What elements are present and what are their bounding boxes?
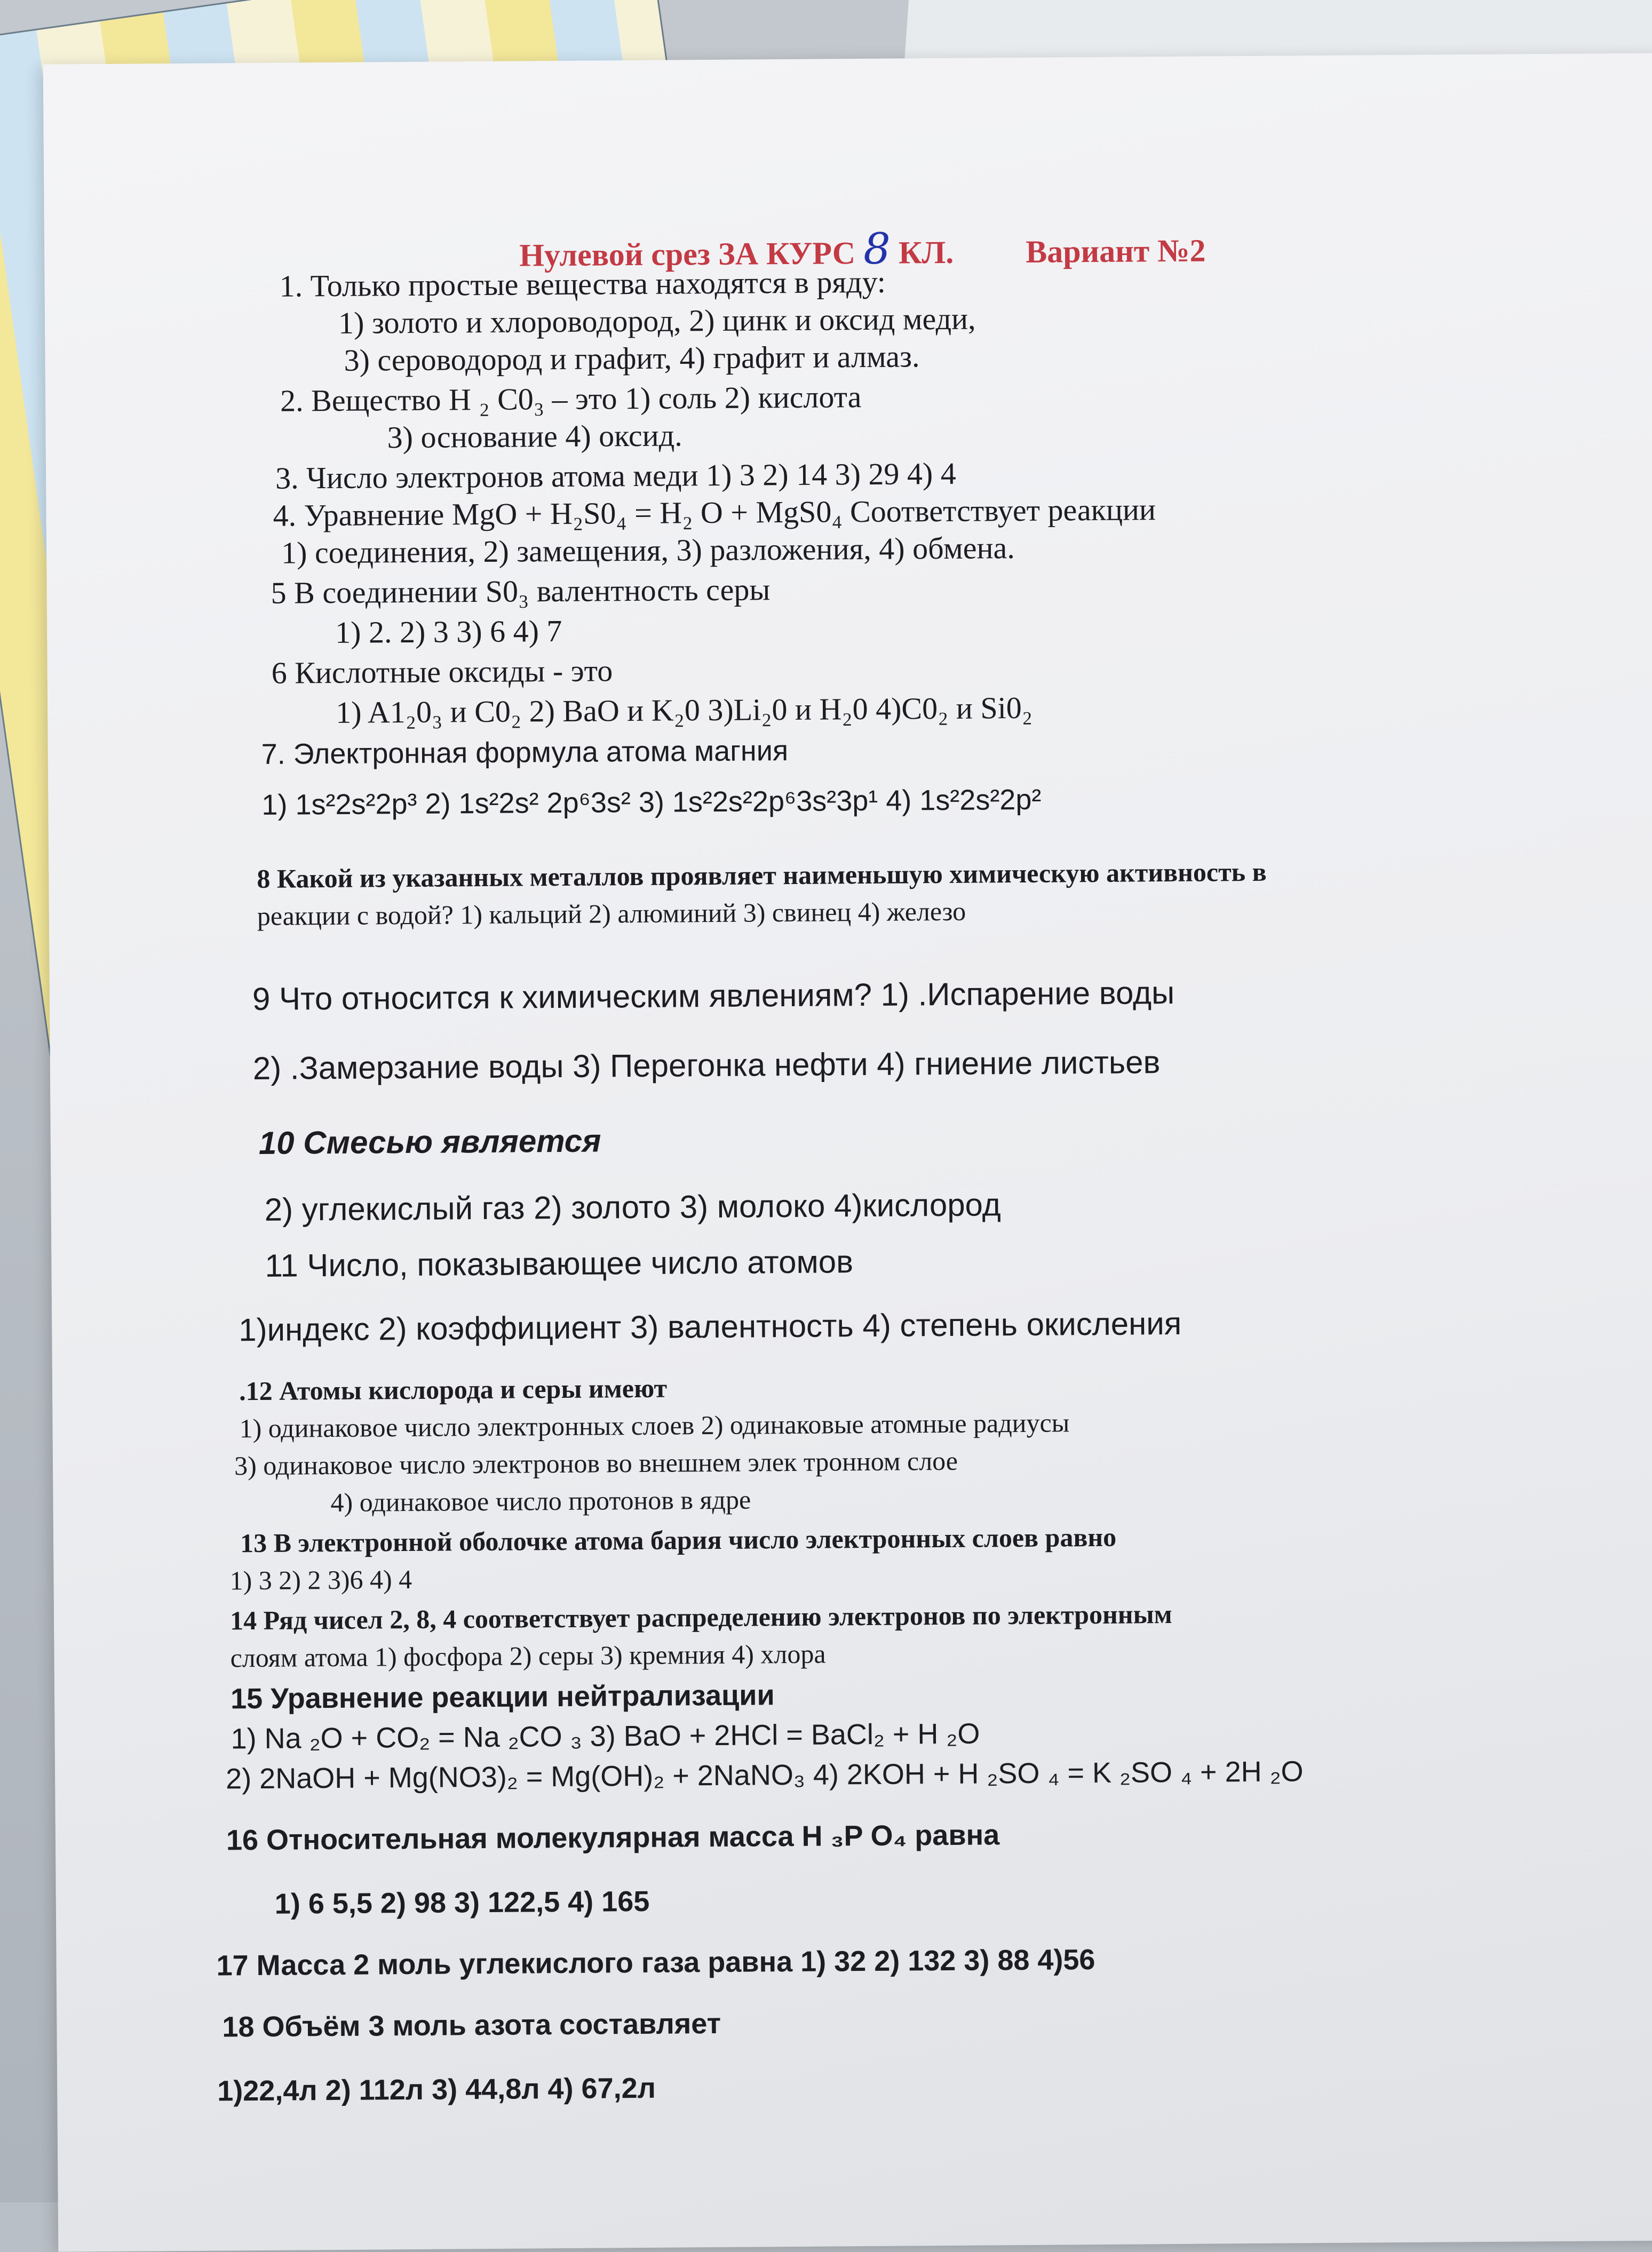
q1-options-b: 3) сероводород и графит, 4) графит и алмаз. [344,339,920,378]
q15-options-a: 1) Na ₂O + CO₂ = Na ₂CO ₃ 3) BaO + 2HCl = BaCl₂ + H ₂O [231,1717,980,1755]
q11-line: 11 Число, показывающее число атомов [265,1244,854,1284]
q17-line: 17 Масса 2 моль углекислого газа равна 1) 32 2) 132 3) 88 4)56 [216,1944,1095,1982]
q12-line: .12 Атомы кислорода и серы имеют [239,1373,668,1406]
q13-line: 13 В электронной оболочке атома бария число электронных слоев равно [240,1522,1117,1558]
title-mid: КЛ. [898,234,954,270]
q15-line: 15 Уравнение реакции нейтрализации [230,1679,775,1715]
q2-line: 2. Вещество H ₂ C0₃ – это 1) соль 2) кислота [280,379,862,418]
q5-options: 1) 2. 2) 3 3) 6 4) 7 [335,613,562,650]
q12-options-a: 1) одинаковое число электронных слоев 2) одинаковые атомные радиусы [239,1407,1070,1444]
q10-line: 10 Смесью является [258,1123,601,1161]
q18-options: 1)22,4л 2) 112л 3) 44,8л 4) 67,2л [217,2072,656,2107]
q15-options-b: 2) 2NaOH + Mg(NO3)₂ = Mg(OH)₂ + 2NaNO₃ 4) 2KOH + H ₂SO ₄ = K ₂SO ₄ + 2H ₂O [225,1755,1304,1795]
q14-line: 14 Ряд чисел 2, 8, 4 соответствует распределению электронов по электронным [229,1599,1172,1636]
q9-line: 9 Что относится к химическим явлениям? 1) .Испарение воды [252,974,1175,1017]
q4-options: 1) соединения, 2) замещения, 3) разложения, 4) обмена. [281,530,1015,570]
q16-line: 16 Относительная молекулярная масса H ₃P O₄ равна [226,1819,1000,1857]
q18-line: 18 Объём 3 моль азота составляет [222,2007,721,2043]
q9-options: 2) .Замерзание воды 3) Перегонка нефти 4) гниение листьев [252,1044,1161,1087]
variant-label: Вариант №2 [1025,233,1206,269]
q12-options-c: 4) одинаковое число протонов в ядре [330,1484,751,1518]
q16-options: 1) 6 5,5 2) 98 3) 122,5 4) 165 [274,1885,650,1920]
q1-options-a: 1) золото и хлороводород, 2) цинк и оксид меди, [338,301,976,340]
q8-options: реакции с водой? 1) кальций 2) алюминий 3) свинец 4) железо [257,896,966,931]
q14-options: слоям атома 1) фосфора 2) серы 3) кремния 4) хлора [230,1638,826,1673]
q10-options: 2) углекислый газ 2) золото 3) молоко 4)кислород [264,1187,1001,1228]
q3-line: 3. Число электронов атома меди 1) 3 2) 14 3) 29 4) 4 [275,456,956,496]
q4-line: 4. Уравнение MgO + H₂S0₄ = H₂ O + MgS0₄ Соответствует реакции [273,492,1156,533]
q1-line: 1. Только простые вещества находятся в ряду: [279,264,886,304]
q5-line: 5 В соединении S0₃ валентность серы [271,572,771,610]
q7-line: 7. Электронная формула атома магния [261,735,789,770]
test-sheet [43,53,1652,2251]
q13-options: 1) 3 2) 2 3)6 4) 4 [229,1564,412,1596]
handwritten-grade: 8 [863,224,891,274]
title-left: Нулевой срез ЗА КУРС [519,235,856,273]
q6-line: 6 Кислотные оксиды - это [271,653,613,690]
q2-options: 3) основание 4) оксид. [387,418,682,455]
q7-options: 1) 1s²2s²2p³ 2) 1s²2s² 2p⁶3s² 3) 1s²2s²2p⁶3s²3p¹ 4) 1s²2s²2p² [261,783,1042,821]
q6-options: 1) A1₂0₃ и C0₂ 2) BaO и K₂0 3)Li₂0 и H₂0 4)C0₂ и Si0₂ [335,690,1033,730]
q8-line: 8 Какой из указанных металлов проявляет наименьшую химическую активность в [257,856,1267,894]
q12-options-b: 3) одинаковое число электронов во внешнем элек тронном слое [234,1445,958,1481]
q11-options: 1)индекс 2) коэффициент 3) валентность 4) степень окисления [239,1305,1182,1348]
